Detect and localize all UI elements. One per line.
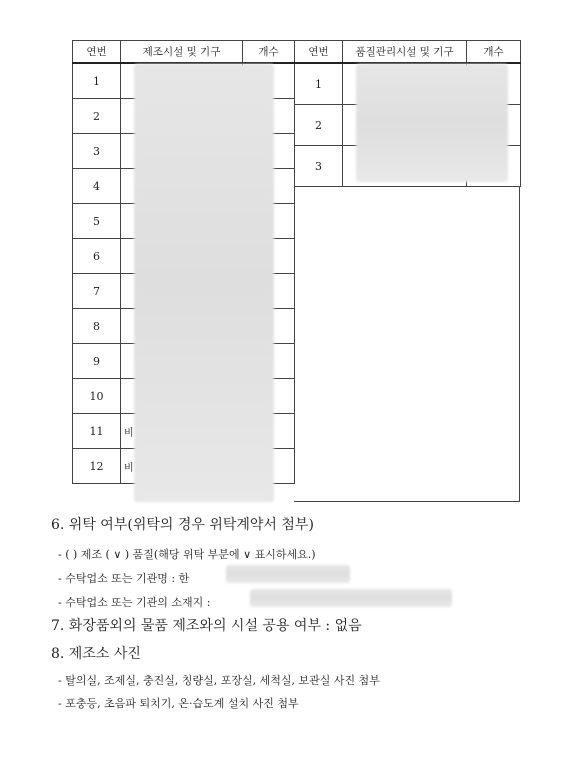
redacted-qc-list	[356, 64, 508, 182]
col-header-facility: 제조시설 및 기구	[121, 41, 243, 64]
row-number: 9	[73, 344, 121, 379]
photo-requirement-line: - 탈의실, 조제실, 충진실, 칭량실, 포장실, 세척실, 보관실 사진 첨부	[58, 674, 380, 687]
row-number: 11	[73, 414, 121, 449]
row-number: 4	[73, 169, 121, 204]
empty-region-border	[294, 186, 520, 502]
redacted-contractor-name	[226, 565, 350, 583]
col-header-count: 개수	[243, 41, 295, 64]
section-7-title: 7. 화장품외의 물품 제조와의 시설 공용 여부 : 없음	[51, 618, 362, 634]
section-6-title: 6. 위탁 여부(위탁의 경우 위탁계약서 첨부)	[51, 517, 314, 533]
row-number: 5	[73, 204, 121, 239]
redacted-facility-list	[134, 64, 274, 502]
row-number: 8	[73, 309, 121, 344]
row-number: 2	[295, 105, 343, 146]
col-header-count: 개수	[467, 41, 521, 64]
facility-cell: 비	[121, 414, 243, 449]
row-number: 2	[73, 99, 121, 134]
facility-cell: 비	[121, 449, 243, 484]
row-number: 1	[295, 63, 343, 105]
section-8-title: 8. 제조소 사진	[51, 646, 141, 662]
contractor-address-line: - 수탁업소 또는 기관의 소재지 :	[58, 596, 211, 609]
row-number: 10	[73, 379, 121, 414]
row-number: 3	[73, 134, 121, 169]
facility-table-area	[72, 40, 520, 502]
col-header-no: 연번	[73, 41, 121, 64]
col-header-no: 연번	[295, 41, 343, 64]
outsourcing-type-line: - ( ) 제조 ( ∨ ) 품질(해당 위탁 부분에 ∨ 표시하세요.)	[58, 548, 316, 561]
redacted-contractor-address	[250, 589, 452, 607]
row-number: 6	[73, 239, 121, 274]
row-number: 1	[73, 63, 121, 99]
equipment-photo-line: - 포충등, 초음파 퇴치기, 온·습도계 설치 사진 첨부	[58, 697, 299, 710]
contractor-name-line: - 수탁업소 또는 기관명 : 한	[58, 572, 190, 585]
row-number: 3	[295, 146, 343, 187]
col-header-qc-facility: 품질관리시설 및 기구	[343, 41, 467, 64]
row-number: 12	[73, 449, 121, 484]
row-number: 7	[73, 274, 121, 309]
